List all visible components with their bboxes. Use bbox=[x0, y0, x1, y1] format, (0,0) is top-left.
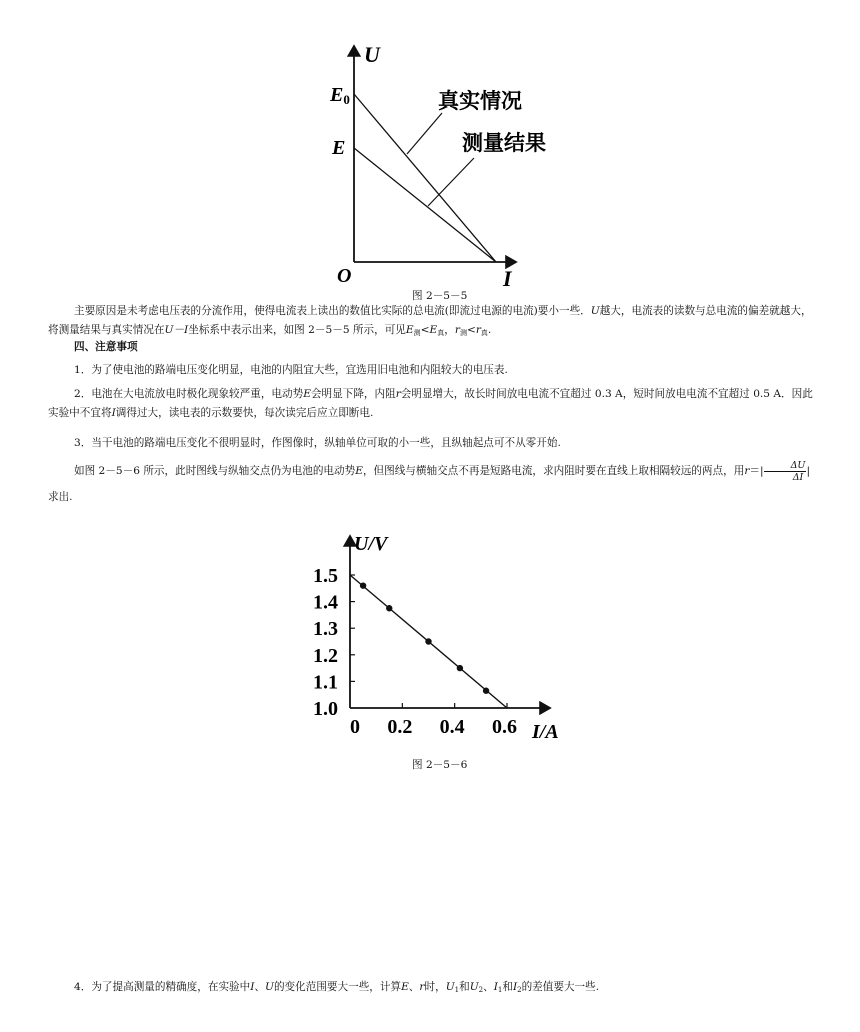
item-3: 3．当干电池的路端电压变化不很明显时，作图像时，纵轴单位可取的小一些，且纵轴起点可不从零开始. bbox=[74, 437, 561, 449]
figure-ui-sketch bbox=[320, 38, 570, 290]
y-tick-label: 1.5 bbox=[313, 565, 338, 587]
para2-c: 求出. bbox=[48, 491, 73, 503]
para1-text-b: 越大，电流表的读数与总电流的偏差就越大，将测量结果与真实情况在 bbox=[48, 305, 812, 336]
item4-u2: U bbox=[469, 981, 479, 993]
data-point bbox=[386, 605, 392, 611]
para1-text-a: 主要原因是未考虑电压表的分流作用，使得电流表上读出的数值比实际的总电流(即流过电源的电流)要小一些． bbox=[74, 305, 591, 317]
y-tick-label: 1.4 bbox=[313, 591, 338, 614]
data-point bbox=[457, 665, 463, 671]
y-tick-label: 1.0 bbox=[313, 698, 338, 720]
fraction-numerator: ΔU bbox=[764, 460, 807, 472]
item4-u: U bbox=[265, 981, 274, 993]
paragraph-figure-256 bbox=[48, 458, 813, 510]
para2-a: 如图 2－5－6 所示，此时图线与纵轴交点仍为电池的电动势 bbox=[74, 465, 356, 477]
para2-r: r bbox=[744, 465, 750, 477]
x-tick-label: 0.4 bbox=[439, 716, 465, 738]
e0-label: E0 bbox=[330, 84, 350, 107]
item4-and2: 和 bbox=[502, 981, 513, 993]
real-leader bbox=[407, 113, 442, 154]
para2-bar: | bbox=[806, 465, 811, 477]
data-point bbox=[483, 688, 489, 694]
item4-i2: I bbox=[512, 981, 518, 993]
item4-i: I bbox=[250, 981, 255, 993]
para1-end: . bbox=[487, 324, 492, 336]
item4-u1-sub: 1 bbox=[454, 986, 460, 994]
delta-fraction bbox=[764, 460, 807, 483]
x-tick-label: 0.6 bbox=[492, 716, 517, 738]
item-2 bbox=[48, 385, 813, 423]
section-title: 四、注意事项 bbox=[74, 341, 138, 353]
ui-chart bbox=[300, 528, 580, 748]
measured-line bbox=[354, 148, 496, 262]
item2-d: 调得过大，读电表的示数要快，每次读完后应立即断电. bbox=[115, 407, 374, 419]
measured-label: 测量结果 bbox=[462, 131, 546, 155]
item4-b: 的变化范围要大一些，计算 bbox=[273, 981, 402, 993]
item4-c: 、 bbox=[408, 981, 420, 993]
item2-e: E bbox=[303, 388, 311, 400]
item4-u1: U bbox=[445, 981, 455, 993]
axis-i-label: I bbox=[503, 266, 512, 290]
x-tick-label: 0.2 bbox=[387, 716, 413, 738]
figure2-caption: 图 2－5－6 bbox=[412, 759, 468, 771]
y-tick-label: 1.3 bbox=[313, 618, 338, 641]
item4-i1: I bbox=[493, 981, 498, 993]
para2-e: E bbox=[355, 465, 363, 477]
x-tick-label: 0 bbox=[350, 716, 360, 738]
axis-u-label: U bbox=[364, 42, 380, 67]
para1-u: U bbox=[590, 305, 600, 317]
para1-r-measured: r bbox=[454, 324, 460, 336]
real-line bbox=[354, 94, 496, 262]
para1-ui: U－I bbox=[164, 324, 189, 336]
para1-lt1: < bbox=[420, 324, 430, 336]
item-1: 1．为了使电池的路端电压变化明显，电池的内阻宜大些，宜选用旧电池和内阻较大的电压表. bbox=[74, 364, 508, 376]
item4-end: 的差值要大一些. bbox=[521, 981, 600, 993]
item4-u2-sub: 2 bbox=[478, 986, 484, 994]
paragraph-reason bbox=[48, 302, 813, 343]
item2-b: 会明显下降，内阻 bbox=[310, 388, 396, 400]
item2-a: 2．电池在大电流放电时极化现象较严重，电动势 bbox=[74, 388, 304, 400]
data-point bbox=[425, 638, 431, 644]
para1-r-real-sub: 真 bbox=[480, 329, 488, 337]
para2-b: ，但图线与横轴交点不再是短路电流，求内阻时要在直线上取相隔较远的两点，用 bbox=[362, 465, 745, 477]
para1-text-c: 坐标系中表示出来，如图 2－5－5 所示，可见 bbox=[188, 324, 406, 336]
item-4 bbox=[48, 978, 813, 1000]
y-axis-label: U/V bbox=[354, 533, 388, 555]
para1-lt2: < bbox=[466, 324, 476, 336]
origin-label: O bbox=[337, 265, 352, 287]
e-label: E bbox=[332, 137, 346, 159]
y-tick-label: 1.1 bbox=[313, 671, 338, 694]
para1-r-real: r bbox=[475, 324, 481, 336]
measured-leader bbox=[428, 158, 474, 206]
para1-r-measured-sub: 测 bbox=[459, 329, 467, 337]
item4-i2-sub: 2 bbox=[517, 986, 522, 994]
item4-e: E bbox=[401, 981, 409, 993]
figure1-caption: 图 2－5－5 bbox=[412, 290, 468, 302]
para1-comma: ， bbox=[444, 324, 455, 336]
data-point bbox=[360, 582, 366, 588]
item4-d: 时， bbox=[424, 981, 446, 993]
real-label: 真实情况 bbox=[438, 89, 522, 113]
para2-eq: ＝| bbox=[749, 465, 764, 477]
fraction-denominator: ΔI bbox=[792, 471, 804, 483]
item4-sep: 、 bbox=[254, 981, 266, 993]
item4-i1-sub: 1 bbox=[497, 986, 503, 994]
item2-r: r bbox=[395, 388, 401, 400]
para1-e-real: E bbox=[429, 324, 438, 336]
item4-r: r bbox=[419, 981, 425, 993]
para1-e-measured-sub: 测 bbox=[413, 329, 421, 337]
item2-c: 会明显增大，故长时间放电电流不宜超过 0.3 A，短时间放电电流不宜超过 0.5 A．因此实验中不宜将 bbox=[48, 388, 813, 419]
y-tick-label: 1.2 bbox=[313, 644, 338, 667]
para1-e-real-sub: 真 bbox=[437, 329, 445, 337]
para1-e-measured: E bbox=[405, 324, 414, 336]
item4-cm: 、 bbox=[483, 981, 494, 993]
item4-a: 4．为了提高测量的精确度，在实验中 bbox=[74, 981, 251, 993]
item2-i: I bbox=[111, 407, 116, 419]
x-axis-label: I/A bbox=[532, 721, 559, 743]
item4-and1: 和 bbox=[459, 981, 470, 993]
